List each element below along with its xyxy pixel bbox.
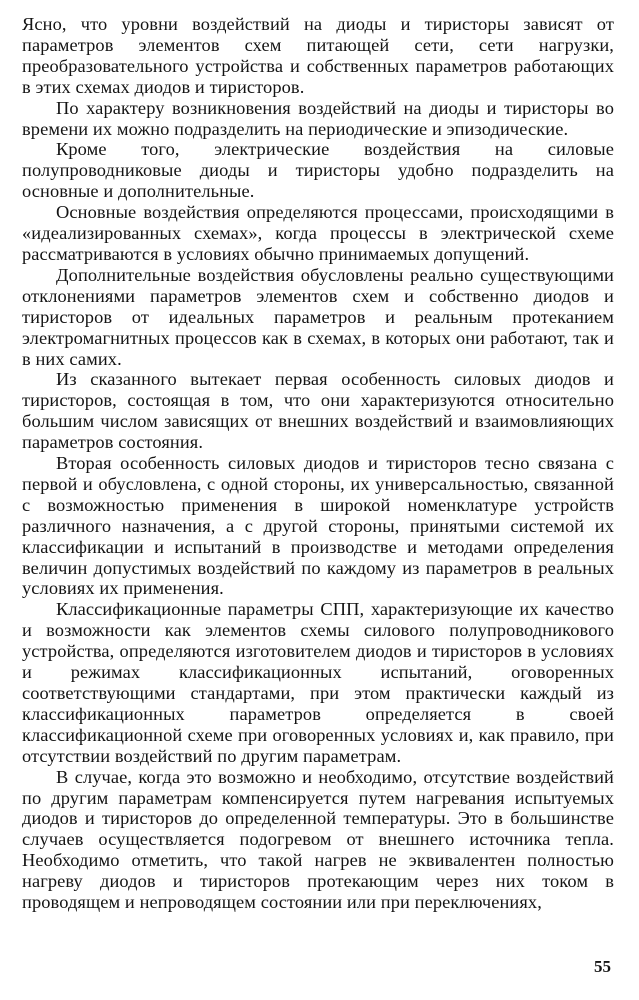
paragraph-6: Из сказанного вытекает первая особенность силовых диодов и тиристоров, состоящая в том, что они характеризуются относительно большим числом зависящих от внешних воздействий и взаимовлияющих параметров состояния. [22,369,614,453]
page-body [22,14,614,913]
paragraph-1: Ясно, что уровни воздействий на диоды и тиристоры зависят от параметров элементов схем питающей сети, сети нагрузки, преобразовательного устройства и собственных параметров работающих в этих схемах диодов и тиристоров. [22,14,614,97]
paragraph-4: Основные воздействия определяются процессами, происходящими в «идеализированных схемах», когда процессы в электрической схеме рассматриваются в условиях обычно принимаемых допущений. [22,202,614,264]
page-number: 55 [594,957,611,976]
paragraph-9: В случае, когда это возможно и необходимо, отсутствие воздействий по другим параметрам компенсируется путем нагревания испытуемых диодов и тиристоров до определенной температуры. Это в большинстве случаев осуществляется подогревом от внешнего источника тепла. Необходимо отметить, что такой нагрев не эквивалентен полностью нагреву диодов и тиристоров протекающим через них током в проводящем и непроводящем состоянии или при переключениях, [22,766,614,913]
paragraph-7: Вторая особенность силовых диодов и тиристоров тесно связана с первой и обусловлена, с одной стороны, их универсальностью, связанной с возможностью применения в широкой номенклатуре устройств различного назначения, а с другой стороны, принятыми системой их классификации и испытаний в производстве и методами определения величин допустимых воздействий по каждому из параметров в реальных условиях их применения. [22,453,614,599]
paragraph-8: Классификационные параметры СПП, характеризующие их качество и возможности как элементов схемы силового полупроводникового устройства, определяются изготовителем диодов и тиристоров в условиях и режимах классификационных испытаний, оговоренных соответствующими стандартами, при этом практически каждый из классификационных параметров определяется в своей классификационной схеме при оговоренных условиях и, как правило, при отсутствии воздействий по другим параметрам. [22,599,614,766]
paragraph-5: Дополнительные воздействия обусловлены реально существующими отклонениями параметров элементов схем и собственно диодов и тиристоров от идеальных параметров и реальным протеканием электромагнитных процессов как в схемах, в которых они работают, так и в них самих. [22,264,614,369]
paragraph-3: Кроме того, электрические воздействия на силовые полупроводниковые диоды и тиристоры удобно подразделить на основные и дополнительные. [22,139,614,202]
paragraph-2: По характеру возникновения воздействий на диоды и тиристоры во времени их можно подразделить на периодические и эпизодические. [22,97,614,139]
